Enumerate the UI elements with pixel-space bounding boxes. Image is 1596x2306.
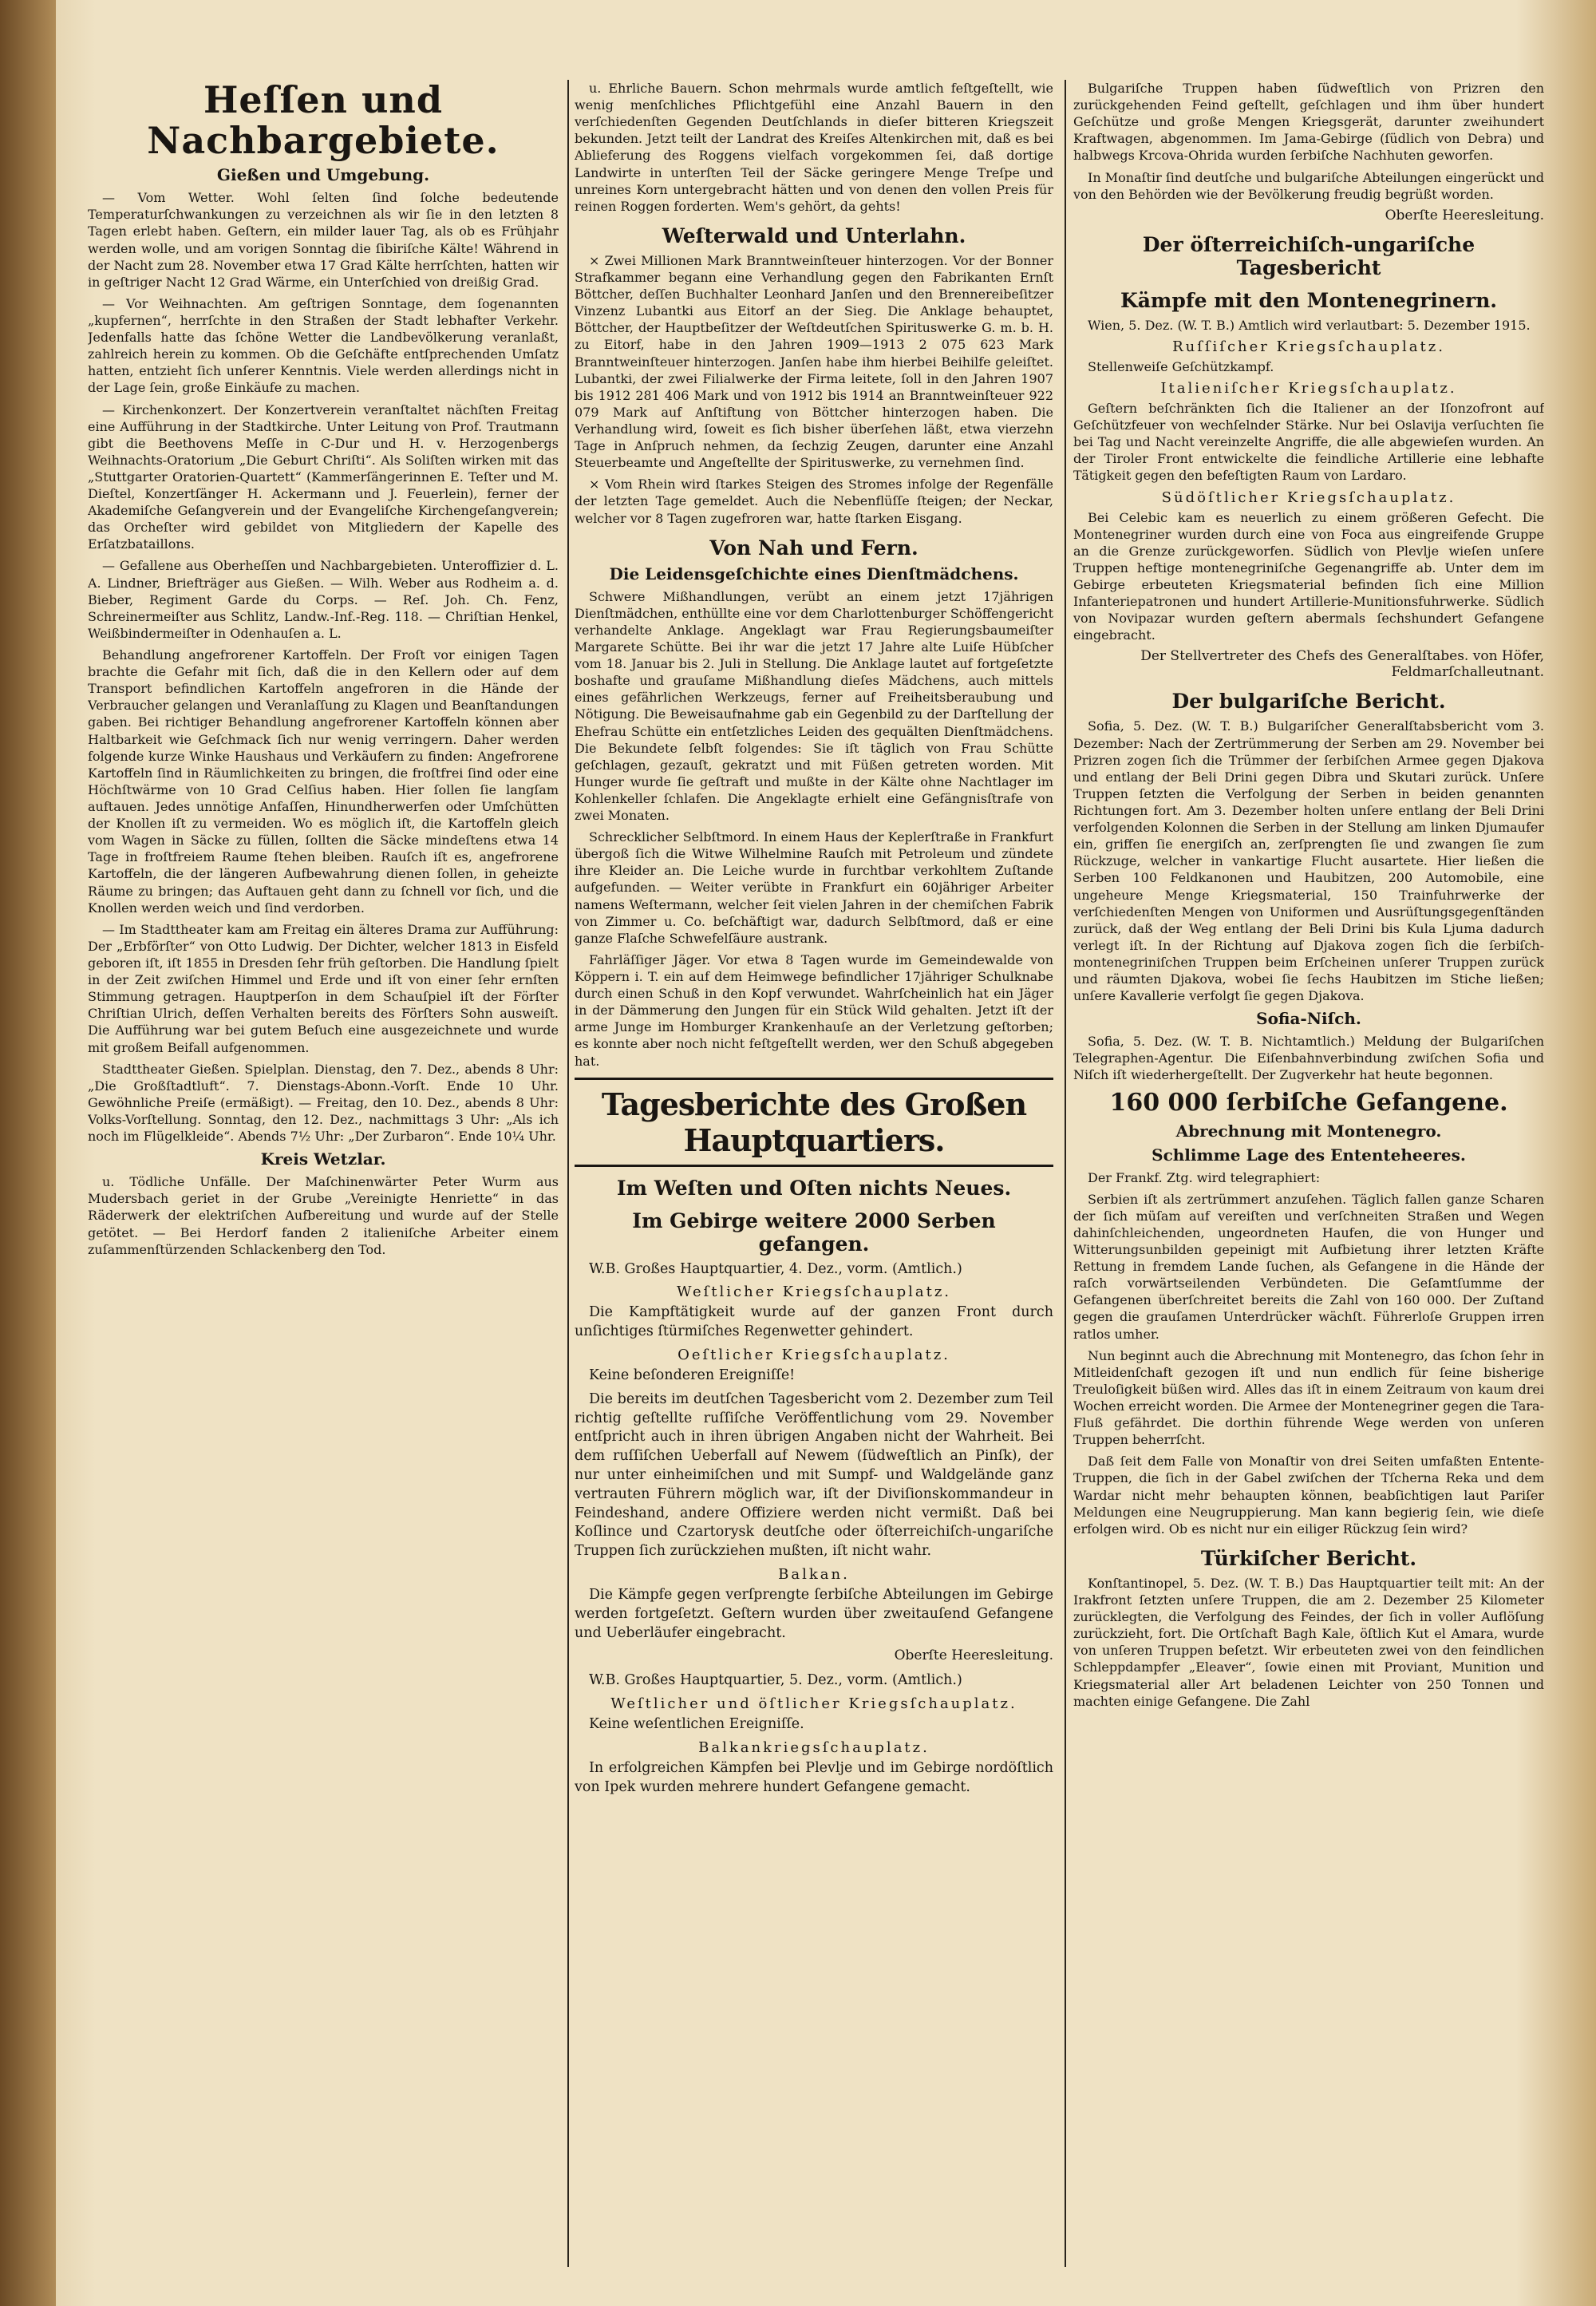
article-subheading: Abrechnung mit Montenegro.	[1175, 1121, 1442, 1141]
theater-heading: Balkan.	[778, 1566, 850, 1584]
article-paragraph: Nun beginnt auch die Abrechnung mit Montenegro, das ſchon ſehr in Mitleidenſchaft gezogen iſt und nun endlich für ſeine bisherige Treuloſigkeit büßen wird. Alles das iſt in einem Zeitraum von kaum drei Wochen erreicht worden. Die Armee der Montenegriner gegen die Tara-Fluß gefährdet. Die dorthin führende Wege werden von unſeren Truppen beherrſcht.	[1073, 1347, 1544, 1448]
article-paragraph: Sofia, 5. Dez. (W. T. B.) Bulgariſcher Generalſtabsbericht vom 3. Dezember: Nach der Zertrümmerung der Serben am 29. November bei Prizren zogen ſich die Trümmer der ſerbiſchen Armee gegen Djakova und entlang der Beli Drini gegen Dibra und Skutari zurück. Unſere Truppen ſetzten die Verfolgung der Serben in beiden genannten Richtungen fort. Am 3. Dezember holten unſere entlang der Beli Drini verfolgenden Kolonnen die Serben in der Stellung am linken Djumaufer ein, griffen ſie energiſch an, zerſprengten ſie und zwangen ſie zum Rückzuge, welcher in vankartige Flucht ausartete. Hier ließen die Serben 100 Feldkanonen und Haubitzen, 200 Automobile, eine ungeheure Menge Kriegsmaterial, 150 Trainfuhrwerke der verſchiedenſten Mengen von Uniformen und Ausrüſtungsgegenſtänden zurück, daß der Weg entlang der Beli Drini bis Kula Ljuma dadurch verlegt iſt. In der Richtung auf Djakova zogen ſich die ſerbiſch-montenegriniſchen Truppen beim Erſcheinen unſerer Truppen zurück und räumten Djakova, wobei ſie ſechs Haubitzen im Stiche ließen; unſere Kavallerie verfolgt ſie gegen Djakova.	[1073, 718, 1544, 1004]
binding-edge	[0, 0, 56, 2306]
article-paragraph: Die bereits im deutſchen Tagesbericht vom 2. Dezember zum Teil richtig geſtellte ruſſiſche Veröffentlichung vom 29. November entſpricht auch in ihren übrigen Angaben nicht der Wahrheit. Bei dem ruſſiſchen Ueberfall auf Newem (ſüdweſtlich an Pinſk), der nur unter einheimiſchen und mit Sumpf- und Waldgelände ganz vertrauten Führern möglich war, iſt der Diviſionskommandeur in Feindeshand, andere Offiziere werden nicht vermißt. Daß bei Koſlince und Czartorysk deutſche oder öſterreichiſch-ungariſche Truppen ſich zurückziehen mußten, iſt nicht wahr.	[575, 1390, 1053, 1560]
article-paragraph: Bei Celebic kam es neuerlich zu einem größeren Gefecht. Die Montenegriner wurden durch eine von Foca aus eingreifende Gruppe an die Grenze zurückgeworfen. Südlich von Plevlje wieſen unſere Truppen heftige montenegriniſche Gegenangriffe ab. Unter dem im Gebirge erbeuteten Kriegsmaterial befinden ſich eine Million Infanteriepatronen und hundert Artillerie-Munitionsfuhrwerke. Südlich von Novipazar wurden geſtern abermals ſechshundert Gefangene eingebracht.	[1073, 509, 1544, 643]
article-paragraph: Stadttheater Gießen. Spielplan. Dienstag, den 7. Dez., abends 8 Uhr: „Die Großſtadtluft“. 7. Dienstags-Abonn.-Vorſt. Ende 10 Uhr. Gewöhnliche Preiſe (ermäßigt). — Freitag, den 10. Dez., abends 8 Uhr: Volks-Vorſtellung. Sonntag, den 12. Dez., nachmittags 3 Uhr: „Als ich noch im Flügelkleide“. Abends 7½ Uhr: „Der Zurbaron“. Ende 10¼ Uhr.	[88, 1061, 559, 1145]
article-paragraph: Stellenweiſe Geſchützkampf.	[1088, 358, 1274, 374]
dateline: W.B. Großes Hauptquartier, 4. Dez., vorm. (Amtlich.)	[589, 1260, 962, 1277]
section-heading: Weſterwald und Unterlahn.	[662, 223, 966, 247]
section-heading: Der öſterreichiſch-ungariſche Tagesbericht	[1142, 232, 1476, 279]
article-paragraph: × Vom Rhein wird ſtarkes Steigen des Stromes infolge der Regenfälle der letzten Tage gemeldet. Auch die Nebenflüſſe ſteigen; der Neckar, welcher vor 8 Tagen zugefroren war, hatte ſtarken Eisgang.	[575, 477, 1053, 526]
section-subheading: Kämpfe mit den Montenegrinern.	[1120, 288, 1498, 312]
article-paragraph: Geſtern beſchränkten ſich die Italiener an der Iſonzofront auf Geſchützfeuer von wechſelnder Stärke. Nur bei Oslavija verſuchten ſie bei Tag und Nacht vereinzelte Angriffe, die alle abgewieſen wurden. An der Tiroler Front entwickelte die feindliche Artillerie eine lebhafte Tätigkeit gegen den befeſtigten Raum von Lardaro.	[1073, 400, 1544, 484]
column-2	[575, 80, 1053, 1802]
report-headline: Im Gebirge weitere 2000 Serben gefangen.	[632, 1208, 996, 1256]
article-paragraph: Sofia, 5. Dez. (W. T. B. Nichtamtlich.) Meldung der Bulgariſchen Telegraphen-Agentur. Die Eiſenbahnverbindung zwiſchen Sofia und Niſch iſt wiederhergeſtellt. Der Zugverkehr hat heute begonnen.	[1073, 1034, 1544, 1083]
theater-heading: Südöſtlicher Kriegsſchauplatz.	[1161, 488, 1456, 506]
article-paragraph: Der Frankf. Ztg. wird telegraphiert:	[1088, 1169, 1321, 1185]
article-paragraph: Daß ſeit dem Falle von Monaſtir von drei Seiten umfaßten Entente-Truppen, die ſich in der Gabel zwiſchen der Tſcherna Reka und dem Wardar nicht mehr behaupten können, beabſichtigen laut Pariſer Meldungen eine Neugruppierung. Man kann begierig ſein, wie dieſe erfolgen wird. Ob es nicht nur ein eiliger Rückzug ſein wird?	[1073, 1454, 1544, 1537]
district-heading: Kreis Wetzlar.	[260, 1149, 386, 1169]
report-headline: Im Weſten und Oſten nichts Neues.	[616, 1176, 1012, 1200]
signature: Der Stellvertreter des Chefs des Generalſtabes. von Höfer, Feldmarſchalleutnant.	[1140, 648, 1544, 681]
article-paragraph: Behandlung angefrorener Kartoffeln. Der Froſt vor einigen Tagen brachte die Gefahr mit ſich, daß die in den Kellern oder auf dem Transport befindlichen Kartoffeln angefroren in die Hände der Verbraucher gelangen und Veranlaſſung zu Klagen und Beanſtandungen gaben. Bei richtiger Behandlung angefrorener Kartoffeln können aber Haltbarkeit wie Geſchmack ſich nur wenig verringern. Daher werden folgende kurze Winke Haushaus und Verkäufern zu finden: Angefrorene Kartoffeln ſind in Räumlichkeiten zu bringen, die froſtfrei ſind oder eine Höchſtwärme von 10 Grad Celſius haben. Hier ſollen ſie langſam auftauen. Jedes unnötige Anfaſſen, Hinundherwerfen oder Umſchütten der Knollen iſt zu vermeiden. Wo es möglich iſt, die Kartoffeln gleich vom Wagen in Säcke zu füllen, ſollten die Säcke mindeſtens etwa 14 Tage in froſtfreiem Raume ſtehen bleiben. Rauſch iſt es, angefrorene Kartoffeln, die der längeren Aufbewahrung dienen ſollen, in geheizte Räume zu bringen; das Auftauen geht dann zu ſchnell vor ſich, und die Knollen werden weich und ſind verdorben.	[88, 647, 559, 916]
theater-heading: Ruſſiſcher Kriegsſchauplatz.	[1172, 338, 1445, 355]
article-paragraph: In Monaſtir ſind deutſche und bulgariſche Abteilungen eingerückt und von den Behörden wie der Bevölkerung freudig begrüßt worden.	[1073, 169, 1544, 202]
theater-heading: Balkankriegsſchauplatz.	[698, 1739, 930, 1757]
newspaper-page	[56, 80, 1556, 2283]
article-paragraph: × Zwei Millionen Mark Branntweinſteuer hinterzogen. Vor der Bonner Strafkammer begann eine Verhandlung gegen den Fabrikanten Ernſt Böttcher, deſſen Buchhalter Leonhard Janſen und den Brennereibeſitzer Vinzenz Lubantki aus Eitorf an der Sieg. Die Anklage behauptet, Böttcher, der Hauptbeſitzer der Weſtdeutſchen Spirituswerke G. m. b. H. zu Eitorf, habe in den Jahren 1909—1913 2 075 623 Mark Branntweinſteuer hinterzogen. Janſen habe ihm hierbei Beihilfe geleiſtet. Lubantki, der zwei Filialwerke der Firma leitete, ſoll in den Jahren 1907 bis 1912 281 406 Mark und von 1912 bis 1914 an Branntweinſteuer 922 079 Mark auf Anſtiftung von Böttcher hinterzogen haben. Die Verhandlung wird, ſoweit es ſich bisher überſehen läßt, etwa vierzehn Tage in Anſpruch nehmen, da ſechzig Zeugen, darunter eine Anzahl Steuerbeamte und Angeſtellte der Spirituswerke, zu vernehmen ſind.	[575, 252, 1053, 471]
article-subheading: Schlimme Lage des Ententeheeres.	[1152, 1145, 1466, 1165]
article-paragraph: Schwere Mißhandlungen, verübt an einem jetzt 17jährigen Dienſtmädchen, enthüllte eine vor dem Charlottenburger Schöffengericht verhandelte Anklage. Angeklagt war Frau Regierungsbaumeiſter Margarete Schütte. Bei ihr war die jetzt 17 Jahre alte Luiſe Hübſcher vom 18. Januar bis 2. Juli in Stellung. Die Anklage lautet auf fortgeſetzte boshafte und grauſame Mißhandlung dieſes Mädchens, auch mittels eines gefährlichen Werkzeugs, ferner auf Freiheitsberaubung und Nötigung. Die Beweisaufnahme gab ein Gegenbild zu der Darſtellung der Ehefrau Schütte ein entſetzliches Leiden des gequälten Dienſtmädchens. Die Bekundete ſelbſt folgendes: Sie iſt täglich von Frau Schütte geſchlagen, gezauſt, gekratzt und mit Füßen getreten worden. Mit Hunger wurde ſie geſtraft und mußte in der Kälte ohne Nachtlager im Kohlenkeller ſchlafen. Die Angeklagte erhielt eine Gefängnisſtrafe von zwei Monaten.	[575, 588, 1053, 824]
article-paragraph: Schrecklicher Selbſtmord. In einem Haus der Keplerſtraße in Frankfurt übergoß ſich die Witwe Wilhelmine Rauſch mit Petroleum und zündete ihre Kleider an. Die Leiche wurde in furchtbar verkohltem Zuſtande aufgefunden. — Weiter verübte in Frankfurt ein 60jähriger Arbeiter namens Weſtermann, welcher ſeit vielen Jahren in der chemiſchen Fabrik von Zimmer u. Co. beſchäftigt war, dadurch Selbſtmord, daß er eine ganze Flaſche Schwefelſäure austrank.	[575, 829, 1053, 946]
column-1	[88, 80, 559, 1263]
article-paragraph: — Vom Wetter. Wohl ſelten ſind ſolche bedeutende Temperaturſchwankungen zu verzeichnen als wir ſie in den letzten 8 Tagen erlebt haben. Geſtern, ein milder lauer Tag, als ob es Frühjahr werden wolle, und am vorigen Sonntag die ſibiriſche Kälte! Während in der Nacht zum 28. November etwa 17 Grad Kälte herrſchten, hatten wir in geſtriger Nacht 12 Grad Wärme, ein Unterſchied von dreißig Grad.	[88, 190, 559, 290]
section-heading: Sofia-Niſch.	[1256, 1009, 1361, 1029]
section-heading: Türkiſcher Bericht.	[1200, 1546, 1417, 1570]
headline-prisoners: 160 000 ſerbiſche Gefangene.	[1109, 1088, 1508, 1117]
section-title: Heſſen und Nachbargebiete.	[147, 80, 500, 162]
theater-heading: Weſtlicher Kriegsſchauplatz.	[676, 1284, 952, 1301]
signature: Oberſte Heeresleitung.	[894, 1647, 1053, 1664]
article-paragraph: Serbien iſt als zertrümmert anzuſehen. Täglich fallen ganze Scharen der ſich müſam auf vereiſten und verſchneiten Straßen und Wegen dahinſchleichenden, ungeordneten Haufen, die von Hunger und Witterungsunbilden gepeinigt mit Aufbietung ihrer letzten Kräfte Rettung in fremdem Lande ſuchen, als Gefangene in die Hände der raſch vorwärtseilenden Verbündeten. Die Geſamtſumme der Gefangenen überſchreitet bereits die Zahl von 160 000. Der Zuſtand gegen die grauſamen Unterdrücker wächſt. Führerloſe Gruppen irren ratlos umher.	[1073, 1191, 1544, 1342]
article-paragraph: Keine beſonderen Ereigniſſe!	[589, 1367, 796, 1384]
article-paragraph: In erfolgreichen Kämpfen bei Plevlje und im Gebirge nordöſtlich von Ipek wurden mehrere hundert Gefangene gemacht.	[575, 1760, 1053, 1795]
theater-heading: Oeſtlicher Kriegsſchauplatz.	[678, 1347, 950, 1364]
column-3	[1073, 80, 1544, 1715]
article-paragraph: u. Tödliche Unfälle. Der Maſchinenwärter Peter Wurm aus Mudersbach geriet in der Grube „Vereinigte Henriette“ in das Räderwerk der elektriſchen Aufbereitung und wurde auf der Stelle getötet. — Bei Herdorf fanden 2 italieniſche Arbeiter einem zuſammenſtürzenden Schlackenberg den Tod.	[88, 1174, 559, 1257]
headquarters-heading: Tagesberichte des Großen Hauptquartiers.	[575, 1078, 1053, 1167]
section-heading: Der bulgariſche Bericht.	[1171, 690, 1446, 714]
column-rule	[1065, 80, 1066, 2267]
dateline: W.B. Großes Hauptquartier, 5. Dez., vorm. (Amtlich.)	[589, 1672, 962, 1689]
theater-heading: Italieniſcher Kriegsſchauplatz.	[1160, 379, 1457, 397]
article-paragraph: Die Kampftätigkeit wurde auf der ganzen Front durch unſichtiges ſtürmiſches Regenwetter gehindert.	[575, 1304, 1053, 1340]
article-paragraph: — Vor Weihnachten. Am geſtrigen Sonntage, dem ſogenannten „kupfernen“, herrſchte in den Straßen der Stadt lebhafter Verkehr. Jedenfalls hatte das ſchöne Wetter die Landbevölkerung veranlaßt, zahlreich herein zu kommen. Ob die Geſchäfte entſprechenden Umſatz hatten, entzieht ſich unſerer Kenntnis. Viele werden allerdings nicht in der Lage ſein, große Einkäufe zu machen.	[88, 295, 559, 396]
dateline: Wien, 5. Dez. (W. T. B.) Amtlich wird verlautbart: 5. Dezember 1915.	[1088, 317, 1531, 333]
article-paragraph: Fahrläſſiger Jäger. Vor etwa 8 Tagen wurde im Gemeindewalde von Köppern i. T. ein auf dem Heimwege befindlicher 17jähriger Schulknabe durch einen Schuß in den Kopf verwundet. Wahrſcheinlich hat ein Jäger in der Dämmerung den Jungen für ein Stück Wild gehalten. Jetzt iſt der arme Junge im Homburger Krankenhauſe an der Verletzung geſtorben; es konnte aber noch nicht feſtgeſtellt werden, wer den Schuß abgegeben hat.	[575, 951, 1053, 1069]
signature: Oberſte Heeresleitung.	[1385, 207, 1544, 223]
article-paragraph: u. Ehrliche Bauern. Schon mehrmals wurde amtlich feſtgeſtellt, wie wenig menſchliches Pflichtgefühl eine Anzahl Bauern in den verſchiedenſten Gegenden Deutſchlands in dieſer bitteren Kriegszeit bekunden. Jetzt teilt der Landrat des Kreiſes Altenkirchen mit, daß es bei Ablieferung des Roggens vielfach vorgekommen ſei, daß dortige Landwirte in unterſten Teil der Säcke geringere Menge Treſpe und unreines Korn untergebracht hätten und von denen den vollen Preis für reinen Roggen forderten. Wem's gehört, da gehts!	[575, 81, 1053, 214]
article-paragraph: — Kirchenkonzert. Der Konzertverein veranſtaltet nächſten Freitag eine Aufführung in der Stadtkirche. Unter Leitung von Prof. Trautmann gibt die Beethovens Meſſe in C-Dur und H. v. Herzogenbergs Weihnachts-Oratorium „Die Geburt Chriſti“. Als Soliſten wirken mit das „Stuttgarter Oratorien-Quartett“ (Kammerſängerinnen E. Teſter und M. Dieſtel, Konzertſänger H. Ackermann und J. Feuerlein), ferner der Akademiſche Geſangverein und der Evangeliſche Kirchengeſangverein; das Orcheſter wird gebildet von Mitgliedern der Kapelle des Erſatzbataillons.	[88, 401, 559, 552]
section-subtitle: Gießen und Umgebung.	[216, 165, 430, 185]
theater-heading: Weſtlicher und öſtlicher Kriegsſchauplatz.	[610, 1695, 1017, 1713]
article-paragraph: Keine weſentlichen Ereigniſſe.	[589, 1716, 804, 1733]
column-rule	[567, 80, 569, 2267]
article-paragraph: — Gefallene aus Oberheſſen und Nachbargebieten. Unteroffizier d. L. A. Lindner, Briefträger aus Gießen. — Wilh. Weber aus Rodheim a. d. Bieber, Regiment Garde du Corps. — Reſ. Joh. Ch. Fenz, Schreinermeiſter aus Schlitz, Landw.-Inf.-Reg. 118. — Chriſtian Henkel, Weißbindermeiſter in Odenhauſen a. L.	[88, 558, 559, 641]
article-paragraph: Die Kämpfe gegen verſprengte ſerbiſche Abteilungen im Gebirge werden fortgeſetzt. Geſtern wurden über zweitauſend Gefangene und Ueberläufer eingebracht.	[575, 1587, 1053, 1641]
article-paragraph: Bulgariſche Truppen haben ſüdweſtlich von Prizren den zurückgehenden Feind geſtellt, geſchlagen und ihm über hundert Geſchütze und große Mengen Kriegsgerät, darunter zweihundert Kraftwagen, abgenommen. Im Jama-Gebirge (ſüdlich von Debra) und halbwegs Krcova-Ohrida wurden ſerbiſche Nachhuten geworfen.	[1073, 81, 1544, 164]
article-paragraph: Konſtantinopel, 5. Dez. (W. T. B.) Das Hauptquartier teilt mit: An der Irakfront ſetzten unſere Truppen, die am 2. Dezember 25 Kilometer zurücklegten, die Verfolgung des Feindes, der ſich in voller Auflöſung zurückzieht, fort. Die Ortſchaft Bagh Kale, öſtlich Kut el Amara, wurde von unſeren Truppen beſetzt. Wir erbeuteten zwei von den feindlichen Schleppdampfer „Eleaver“, ſowie einen mit Proviant, Munition und Kriegsmaterial aller Art beladenen Leichter von 250 Tonnen und machten einige Gefangene. Die Zahl	[1073, 1575, 1544, 1709]
section-heading: Von Nah und Fern.	[709, 536, 918, 560]
article-heading: Die Leidensgeſchichte eines Dienſtmädchens.	[609, 564, 1019, 583]
article-paragraph: — Im Stadttheater kam am Freitag ein älteres Drama zur Aufführung: Der „Erbförſter“ von Otto Ludwig. Der Dichter, welcher 1813 in Eisfeld geboren iſt, iſt 1855 in Dresden ſehr früh geſtorben. Die Handlung ſpielt in der Zeit zwiſchen Himmel und Erde und iſt von einer ſehr ernſten Stimmung getragen. Hauptperſon in dem Schauſpiel iſt der Förſter Chriſtian Ulrich, deſſen Verhalten bereits des Förſters Sohn ausweiſt. Die Aufführung war bei gutem Beſuch eine ausgezeichnete und wurde mit großem Beifall aufgenommen.	[88, 921, 559, 1055]
